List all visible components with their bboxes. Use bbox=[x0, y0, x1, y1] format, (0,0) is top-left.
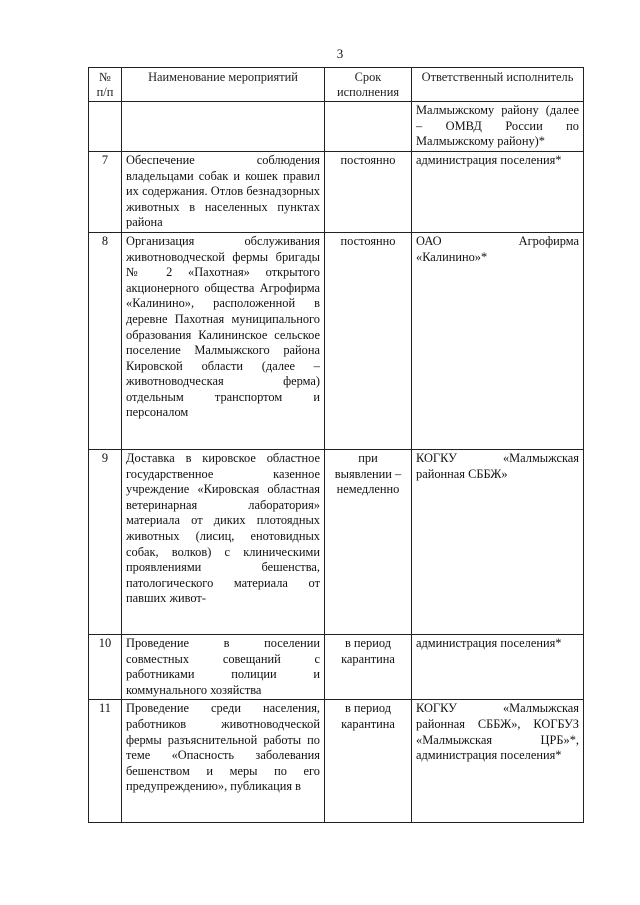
row-name bbox=[122, 102, 325, 152]
table-row bbox=[89, 151, 584, 232]
header-num: № п/п bbox=[89, 68, 122, 102]
row-num: 7 bbox=[89, 151, 122, 232]
row-term: в период карантина bbox=[325, 700, 412, 823]
row-term: в период карантина bbox=[325, 634, 412, 699]
table-row bbox=[89, 700, 584, 823]
row-responsible: Малмыжскому району (далее – ОМВД России по Малмыжскому району)* bbox=[412, 102, 584, 152]
table-header-row bbox=[89, 68, 584, 102]
measures-table bbox=[88, 67, 584, 823]
page-number: 3 bbox=[336, 46, 344, 61]
row-num: 11 bbox=[89, 700, 122, 823]
header-responsible: Ответственный исполнитель bbox=[412, 68, 584, 102]
row-term: постоянно bbox=[325, 151, 412, 232]
row-name: Обеспечение соблюдения владельцами собак и кошек правил их содержания. Отлов безнадзорных животных в населенных пунктах района bbox=[122, 151, 325, 232]
row-num: 9 bbox=[89, 449, 122, 634]
row-num: 10 bbox=[89, 634, 122, 699]
table-row bbox=[89, 232, 584, 449]
table-row bbox=[89, 449, 584, 634]
row-name: Доставка в кировское областное государственное казенное учреждение «Кировская областная ветеринарная лаборатория» материала от диких плотоядных животных (лисиц, енотовидных собак, волков) с клиническими проявлениями бешенства, патологического материала от павших живот- bbox=[122, 449, 325, 634]
row-name: Проведение среди населения, работников животноводческой фермы разъяснительной работы по теме «Опасность заболевания бешенством и меры по его предупреждению», публикация в bbox=[122, 700, 325, 823]
row-responsible: администрация поселения* bbox=[412, 634, 584, 699]
table-row bbox=[89, 102, 584, 152]
row-num bbox=[89, 102, 122, 152]
header-term: Срок исполнения bbox=[325, 68, 412, 102]
row-term bbox=[325, 102, 412, 152]
row-responsible: ОАО Агрофирма «Калинино»* bbox=[412, 232, 584, 449]
row-term: постоянно bbox=[325, 232, 412, 449]
row-name: Проведение в поселении совместных совещаний с работниками полиции и коммунального хозяйства bbox=[122, 634, 325, 699]
row-name: Организация обслуживания животноводческой фермы бригады № 2 «Пахотная» открытого акционерного общества Агрофирма «Калинино», расположенной в деревне Пахотная муниципального образования Калининское сельское поселение Малмыжского района Кировской области (далее – животноводческая ферма) отдельным транспортом и персоналом bbox=[122, 232, 325, 449]
header-name: Наименование мероприятий bbox=[122, 68, 325, 102]
row-responsible: администрация поселения* bbox=[412, 151, 584, 232]
table-row bbox=[89, 634, 584, 699]
row-responsible: КОГКУ «Малмыжская районная СББЖ» bbox=[412, 449, 584, 634]
row-responsible: КОГКУ «Малмыжская районная СББЖ», КОГБУЗ «Малмыжская ЦРБ»*, администрация поселения* bbox=[412, 700, 584, 823]
row-num: 8 bbox=[89, 232, 122, 449]
row-term: при выявлении – немедленно bbox=[325, 449, 412, 634]
